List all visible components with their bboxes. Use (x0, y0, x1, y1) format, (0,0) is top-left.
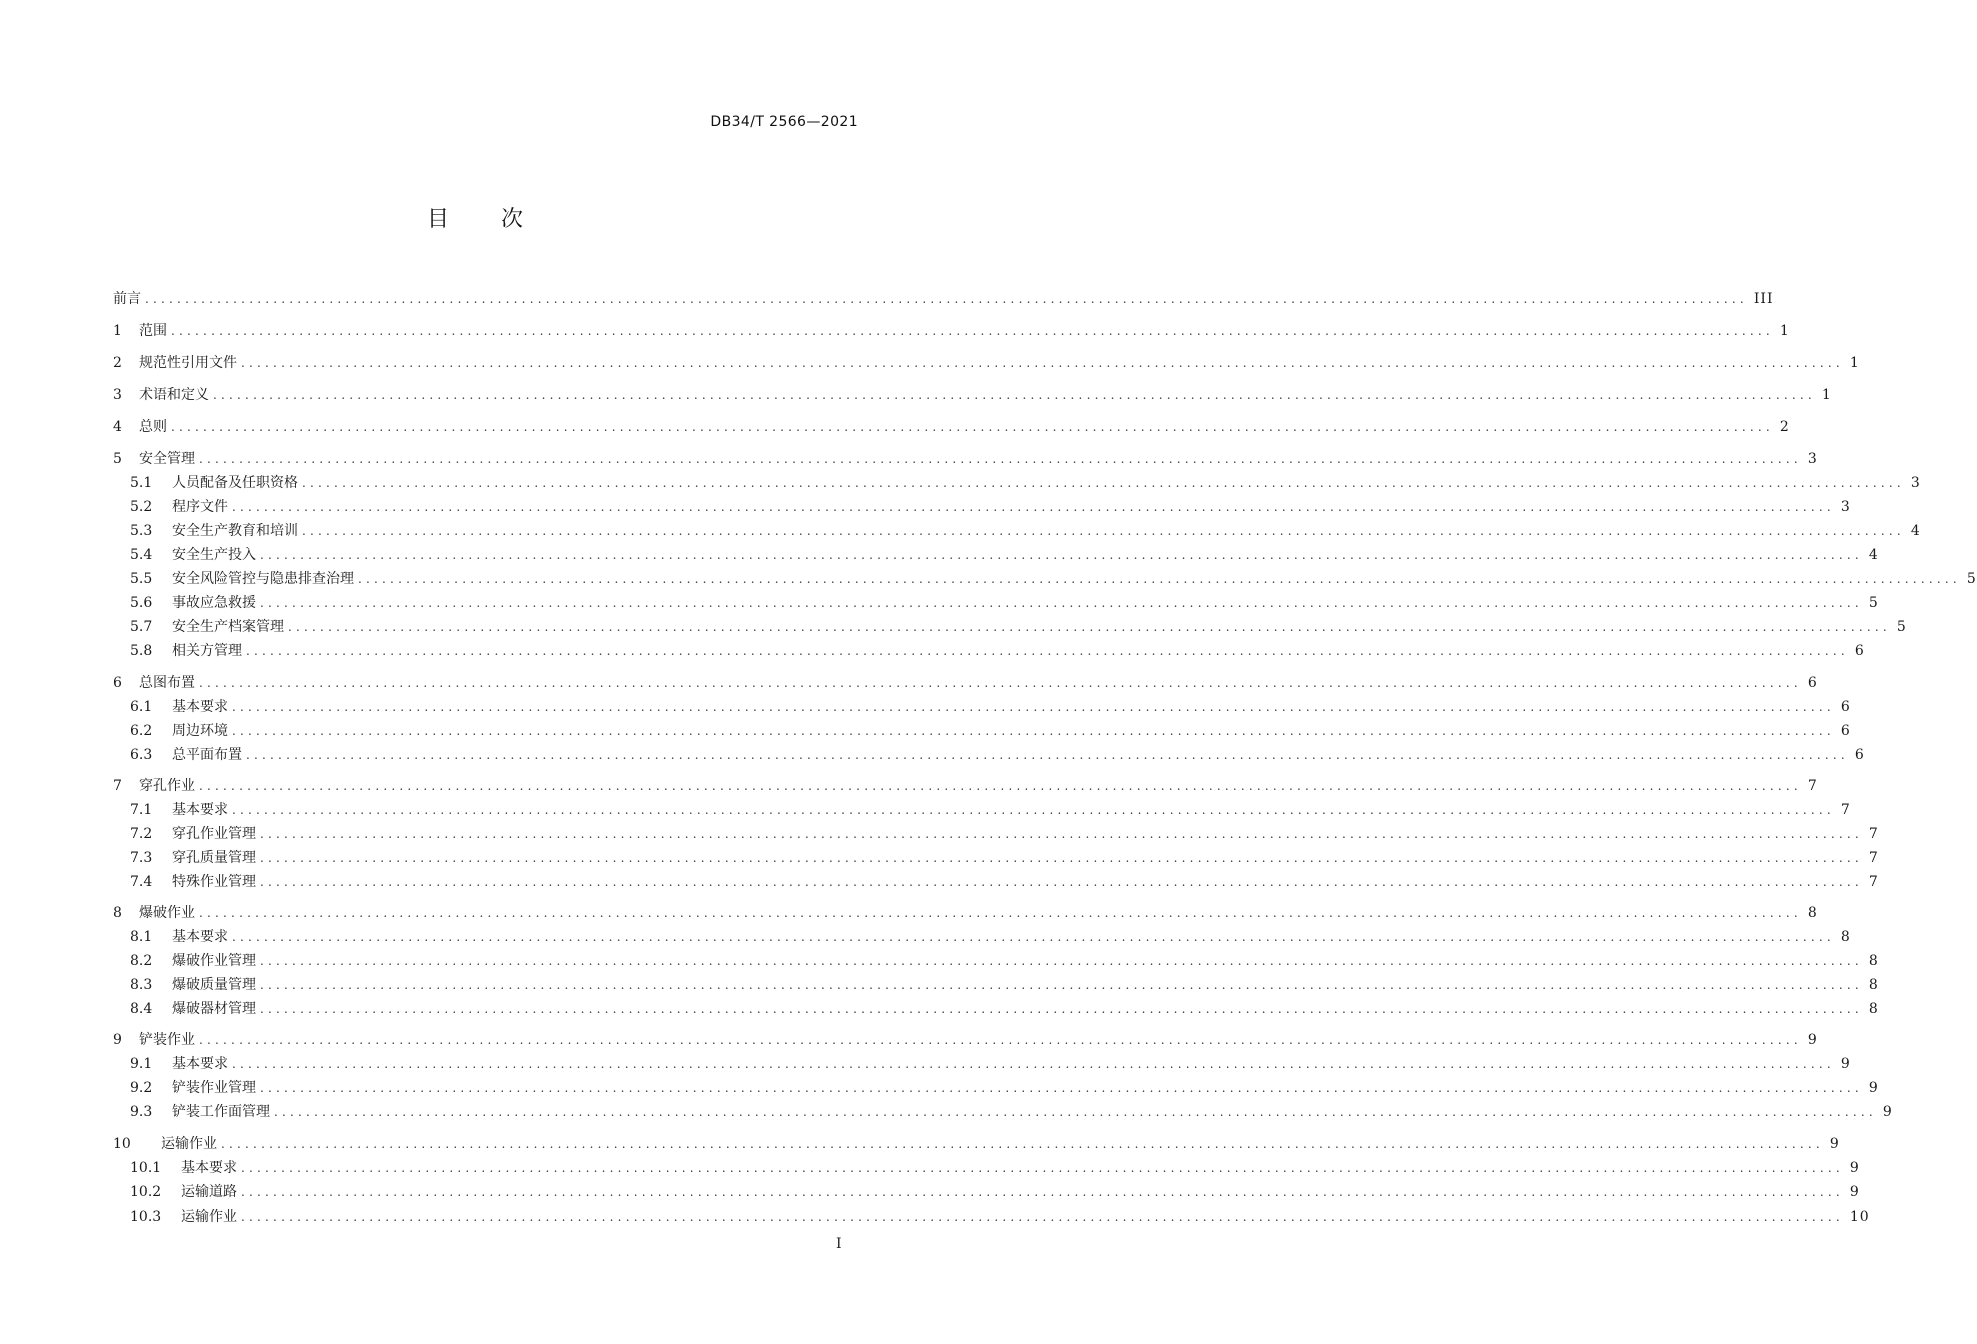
toc-entry-page: 9 (1840, 1056, 1851, 1072)
toc-entry-number: 6.1 (130, 699, 153, 715)
toc-entry-label: 规范性引用文件 (139, 355, 237, 371)
toc-entry-number: 5 (113, 451, 122, 467)
toc-entry[interactable] (113, 448, 1818, 470)
toc-entry-page: 9 (1868, 1080, 1879, 1096)
toc-entry-page: 10 (1849, 1209, 1870, 1225)
toc-entry-number: 5.6 (130, 595, 153, 611)
toc-entry-label: 运输作业 (161, 1136, 217, 1152)
toc-entry[interactable] (130, 1101, 1893, 1123)
toc-entry-number: 6 (113, 675, 122, 691)
toc-entry[interactable] (130, 799, 1851, 821)
toc-entry[interactable] (130, 696, 1851, 718)
toc-dot-leader: ........................................................................................................................................................................................................ (246, 748, 1849, 762)
toc-entry[interactable] (130, 998, 1879, 1020)
toc-dot-leader: ........................................................................................................................................................................................................ (241, 1210, 1844, 1224)
toc-entry[interactable] (113, 416, 1790, 438)
toc-dot-leader: ........................................................................................................................................................................................................ (199, 1033, 1802, 1047)
toc-entry-page: 5 (1966, 571, 1977, 587)
toc-entry[interactable] (113, 288, 1774, 310)
toc-entry[interactable] (130, 823, 1879, 845)
toc-entry-number: 9 (113, 1032, 122, 1048)
toc-entry-number: 10.1 (130, 1160, 162, 1176)
toc-entry-page: 7 (1840, 802, 1851, 818)
toc-dot-leader: ........................................................................................................................................................................................................ (358, 572, 1961, 586)
toc-entry-number: 5.5 (130, 571, 153, 587)
toc-entry-label: 总图布置 (139, 675, 195, 691)
toc-title-char-1: 目 (426, 207, 449, 232)
toc-entry-page: 9 (1882, 1104, 1893, 1120)
toc-entry[interactable] (130, 496, 1851, 518)
toc-entry[interactable] (113, 352, 1860, 374)
toc-entry[interactable] (113, 384, 1832, 406)
toc-entry-page: 1 (1849, 355, 1860, 371)
toc-entry-label: 穿孔作业 (139, 778, 195, 794)
toc-dot-leader: ........................................................................................................................................................................................................ (274, 1105, 1877, 1119)
toc-dot-leader: ........................................................................................................................................................................................................ (260, 875, 1863, 889)
toc-entry-number: 9.2 (130, 1080, 153, 1096)
toc-entry-page: 4 (1910, 523, 1921, 539)
toc-dot-leader: ........................................................................................................................................................................................................ (260, 954, 1863, 968)
toc-dot-leader: ........................................................................................................................................................................................................ (260, 827, 1863, 841)
toc-entry-label: 基本要求 (172, 929, 228, 945)
toc-entry[interactable] (130, 720, 1851, 742)
toc-entry[interactable] (130, 926, 1851, 948)
toc-dot-leader: ........................................................................................................................................................................................................ (302, 524, 1905, 538)
toc-entry-label: 穿孔作业管理 (172, 826, 256, 842)
toc-entry-number: 5.1 (130, 475, 153, 491)
toc-dot-leader: ........................................................................................................................................................................................................ (246, 644, 1849, 658)
toc-entry-page: 6 (1807, 675, 1818, 691)
toc-dot-leader: ........................................................................................................................................................................................................ (260, 1002, 1863, 1016)
toc-entry-page: 8 (1868, 953, 1879, 969)
toc-dot-leader: ........................................................................................................................................................................................................ (288, 620, 1891, 634)
toc-entry-label: 安全生产投入 (172, 547, 256, 563)
toc-entry[interactable] (130, 847, 1879, 869)
toc-entry-number: 5.8 (130, 643, 153, 659)
toc-entry-label: 基本要求 (172, 1056, 228, 1072)
toc-dot-leader: ........................................................................................................................................................................................................ (260, 1081, 1863, 1095)
toc-entry-label: 安全管理 (139, 451, 195, 467)
toc-entry-label: 运输道路 (181, 1184, 237, 1200)
toc-entry-number: 8.3 (130, 977, 153, 993)
toc-entry-page: 8 (1868, 1001, 1879, 1017)
toc-dot-leader: ........................................................................................................................................................................................................ (232, 700, 1835, 714)
toc-dot-leader: ........................................................................................................................................................................................................ (199, 676, 1802, 690)
toc-entry-label: 穿孔质量管理 (172, 850, 256, 866)
toc-entry-page: 1 (1779, 323, 1790, 339)
toc-entry-label: 特殊作业管理 (172, 874, 256, 890)
toc-dot-leader: ........................................................................................................................................................................................................ (232, 500, 1835, 514)
toc-dot-leader: ........................................................................................................................................................................................................ (260, 596, 1863, 610)
toc-entry[interactable] (130, 1157, 1860, 1179)
toc-dot-leader: ........................................................................................................................................................................................................ (199, 452, 1802, 466)
toc-entry-label: 基本要求 (181, 1160, 237, 1176)
toc-entry-label: 事故应急救援 (172, 595, 256, 611)
toc-dot-leader: ........................................................................................................................................................................................................ (302, 476, 1905, 490)
toc-entry-label: 铲装作业 (139, 1032, 195, 1048)
toc-entry-number: 8 (113, 905, 122, 921)
toc-entry[interactable] (130, 640, 1865, 662)
toc-entry-number: 8.1 (130, 929, 153, 945)
toc-entry-page: 7 (1868, 826, 1879, 842)
toc-entry-label: 基本要求 (172, 699, 228, 715)
toc-entry[interactable] (130, 592, 1879, 614)
toc-entry-number: 7 (113, 778, 122, 794)
toc-entry-page: 5 (1896, 619, 1907, 635)
toc-entry[interactable] (113, 320, 1790, 342)
toc-dot-leader: ........................................................................................................................................................................................................ (145, 292, 1748, 306)
toc-entry-page: 3 (1840, 499, 1851, 515)
toc-entry-number: 4 (113, 419, 122, 435)
toc-entry-number: 8.2 (130, 953, 153, 969)
toc-dot-leader: ........................................................................................................................................................................................................ (232, 1057, 1835, 1071)
toc-entry-label: 爆破质量管理 (172, 977, 256, 993)
toc-entry[interactable] (130, 1077, 1879, 1099)
toc-entry-label: 爆破作业管理 (172, 953, 256, 969)
toc-entry[interactable] (130, 744, 1865, 766)
toc-dot-leader: ........................................................................................................................................................................................................ (260, 548, 1863, 562)
toc-entry[interactable] (130, 520, 1921, 542)
toc-entry[interactable] (130, 1181, 1860, 1203)
toc-entry-number: 8.4 (130, 1001, 153, 1017)
toc-entry[interactable] (130, 871, 1879, 893)
toc-entry[interactable] (113, 1029, 1818, 1051)
toc-dot-leader: ........................................................................................................................................................................................................ (171, 420, 1774, 434)
toc-entry-page: 2 (1779, 419, 1790, 435)
toc-entry-number: 3 (113, 387, 122, 403)
document-code: DB34/T 2566—2021 (710, 114, 858, 130)
toc-entry-number: 5.3 (130, 523, 153, 539)
toc-entry[interactable] (130, 568, 1977, 590)
toc-dot-leader: ........................................................................................................................................................................................................ (260, 851, 1863, 865)
toc-entry-page: 9 (1829, 1136, 1840, 1152)
toc-entry-label: 铲装作业管理 (172, 1080, 256, 1096)
toc-entry-number: 7.2 (130, 826, 153, 842)
toc-entry-label: 爆破器材管理 (172, 1001, 256, 1017)
toc-dot-leader: ........................................................................................................................................................................................................ (241, 1185, 1844, 1199)
toc-entry-label: 范围 (139, 323, 167, 339)
toc-entry-page: 9 (1849, 1160, 1860, 1176)
toc-entry-page: 6 (1854, 747, 1865, 763)
toc-entry-label: 铲装工作面管理 (172, 1104, 270, 1120)
toc-dot-leader: ........................................................................................................................................................................................................ (241, 356, 1844, 370)
toc-entry-label: 前言 (113, 291, 141, 307)
toc-entry-number: 7.1 (130, 802, 153, 818)
toc-entry-number: 7.4 (130, 874, 153, 890)
toc-title-char-2: 次 (501, 207, 524, 232)
toc-entry-page: 8 (1840, 929, 1851, 945)
toc-entry-label: 周边环境 (172, 723, 228, 739)
toc-entry-number: 1 (113, 323, 122, 339)
toc-entry-page: 3 (1910, 475, 1921, 491)
toc-entry-label: 运输作业 (181, 1209, 237, 1225)
toc-entry-page: 6 (1840, 723, 1851, 739)
toc-entry-page: 7 (1868, 874, 1879, 890)
toc-entry[interactable] (130, 472, 1921, 494)
toc-entry-label: 相关方管理 (172, 643, 242, 659)
toc-entry-label: 程序文件 (172, 499, 228, 515)
toc-entry-label: 总平面布置 (172, 747, 242, 763)
toc-entry-label: 爆破作业 (139, 905, 195, 921)
toc-dot-leader: ........................................................................................................................................................................................................ (171, 324, 1774, 338)
toc-entry[interactable] (130, 1206, 1870, 1228)
toc-dot-leader: ........................................................................................................................................................................................................ (232, 724, 1835, 738)
toc-entry-label: 安全生产档案管理 (172, 619, 284, 635)
toc-entry-label: 基本要求 (172, 802, 228, 818)
toc-entry-number: 5.2 (130, 499, 153, 515)
toc-entry-label: 安全生产教育和培训 (172, 523, 298, 539)
toc-dot-leader: ........................................................................................................................................................................................................ (241, 1161, 1844, 1175)
toc-entry-number: 9.3 (130, 1104, 153, 1120)
toc-entry-page: 7 (1868, 850, 1879, 866)
toc-dot-leader: ........................................................................................................................................................................................................ (199, 779, 1802, 793)
toc-entry-page: 8 (1807, 905, 1818, 921)
toc-entry-page: 4 (1868, 547, 1879, 563)
toc-entry[interactable] (113, 902, 1818, 924)
toc-entry-page: III (1753, 291, 1774, 307)
toc-entry[interactable] (130, 616, 1907, 638)
toc-entry-page: 6 (1854, 643, 1865, 659)
toc-dot-leader: ........................................................................................................................................................................................................ (213, 388, 1816, 402)
toc-entry-label: 安全风险管控与隐患排查治理 (172, 571, 354, 587)
toc-dot-leader: ........................................................................................................................................................................................................ (260, 978, 1863, 992)
toc-entry-number: 9.1 (130, 1056, 153, 1072)
toc-dot-leader: ........................................................................................................................................................................................................ (199, 906, 1802, 920)
toc-entry-page: 1 (1821, 387, 1832, 403)
toc-entry-label: 术语和定义 (139, 387, 209, 403)
toc-entry-page: 7 (1807, 778, 1818, 794)
toc-entry-number: 7.3 (130, 850, 153, 866)
page-number: I (836, 1236, 842, 1252)
toc-entry-label: 总则 (139, 419, 167, 435)
toc-entry-label: 人员配备及任职资格 (172, 475, 298, 491)
toc-entry-number: 10.3 (130, 1209, 162, 1225)
toc-entry-page: 9 (1849, 1184, 1860, 1200)
toc-entry-page: 6 (1840, 699, 1851, 715)
toc-dot-leader: ........................................................................................................................................................................................................ (221, 1137, 1824, 1151)
toc-entry[interactable] (130, 544, 1879, 566)
toc-entry-page: 3 (1807, 451, 1818, 467)
toc-dot-leader: ........................................................................................................................................................................................................ (232, 930, 1835, 944)
toc-entry[interactable] (130, 950, 1879, 972)
toc-entry-number: 5.4 (130, 547, 153, 563)
toc-entry-page: 8 (1868, 977, 1879, 993)
toc-entry-page: 5 (1868, 595, 1879, 611)
toc-entry-number: 2 (113, 355, 122, 371)
toc-entry-number: 10 (113, 1136, 131, 1152)
toc-entry[interactable] (113, 775, 1818, 797)
toc-entry[interactable] (130, 1053, 1851, 1075)
toc-entry-page: 9 (1807, 1032, 1818, 1048)
toc-entry[interactable] (130, 974, 1879, 996)
toc-entry-number: 6.2 (130, 723, 153, 739)
toc-entry-number: 10.2 (130, 1184, 162, 1200)
toc-entry[interactable] (113, 672, 1818, 694)
toc-entry-number: 5.7 (130, 619, 153, 635)
toc-entry-number: 6.3 (130, 747, 153, 763)
toc-dot-leader: ........................................................................................................................................................................................................ (232, 803, 1835, 817)
toc-entry[interactable] (113, 1133, 1840, 1155)
